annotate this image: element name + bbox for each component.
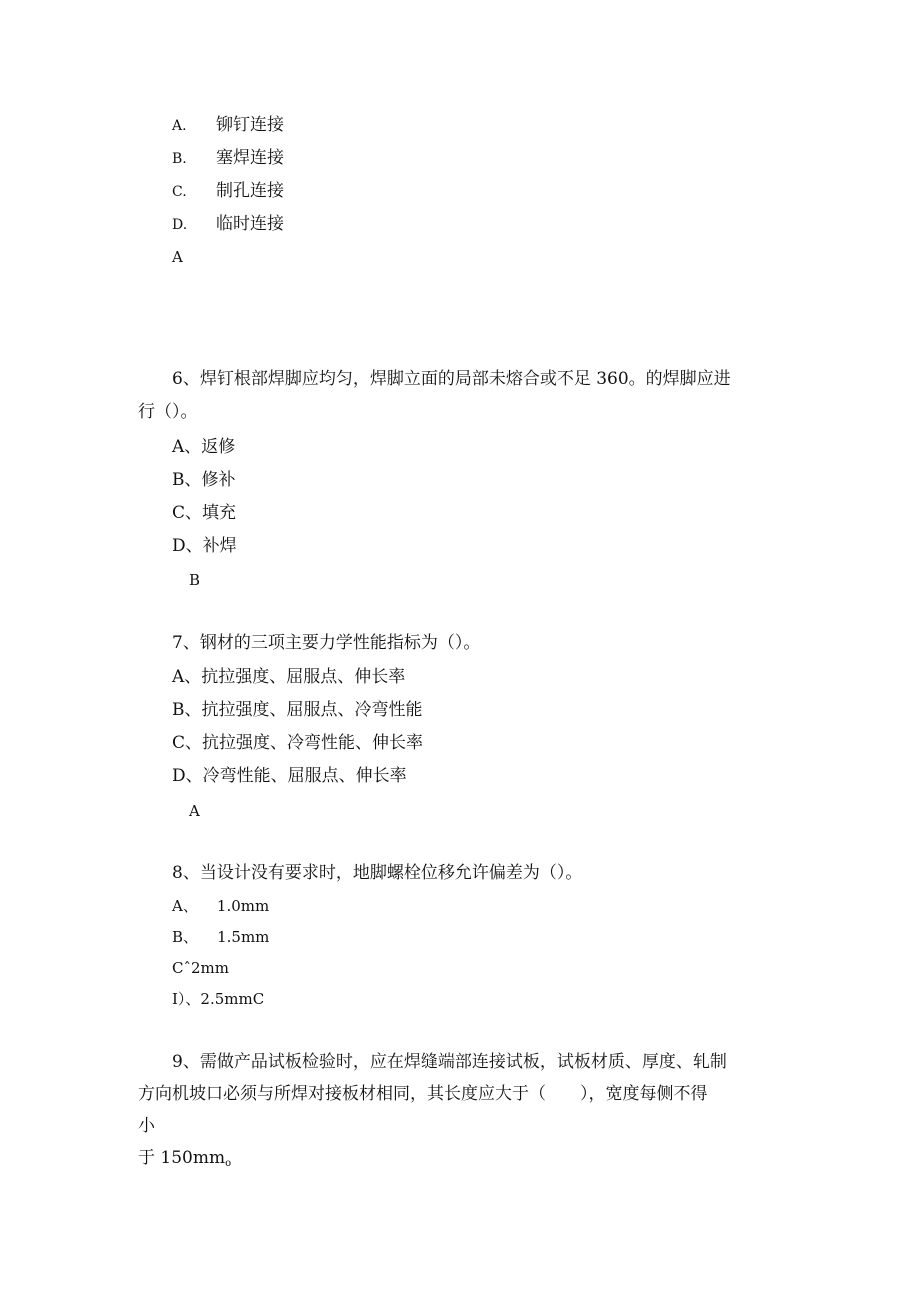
q9-stem-line2: 方向机坡口必须与所焊对接板材相同，其长度应大于（ ），宽度每侧不得 xyxy=(138,1084,708,1104)
q5-option-b xyxy=(172,147,284,170)
q6-stem-line2: 行（）。 xyxy=(138,402,198,422)
q7-option-a: A、抗拉强度、屈服点、伸长率 xyxy=(172,667,406,687)
q5-answer: A xyxy=(172,248,183,266)
q8-stem: 8、当设计没有要求时，地脚螺栓位移允许偏差为（）。 xyxy=(172,863,583,883)
q7-option-d: D、冷弯性能、屈服点、伸长率 xyxy=(172,766,407,786)
q6-option-c: C、填充 xyxy=(172,503,237,523)
q6-stem-line1: 6、焊钉根部焊脚应均匀，焊脚立面的局部未熔合或不足 360。的焊脚应进 xyxy=(172,369,731,389)
q8-option-b: B、 1.5mm xyxy=(172,928,270,946)
q8-option-d: I）、2.5mmC xyxy=(172,990,265,1008)
q5-option-d xyxy=(172,213,284,236)
option-letter: A. xyxy=(172,118,187,134)
option-text: 铆钉连接 xyxy=(216,115,284,135)
q9-stem-line3: 小 xyxy=(138,1116,155,1136)
option-text: 塞焊连接 xyxy=(216,148,284,168)
option-letter: B. xyxy=(172,151,187,167)
q5-option-c xyxy=(172,180,284,203)
q7-option-c: C、抗拉强度、冷弯性能、伸长率 xyxy=(172,733,424,753)
q6-answer: B xyxy=(189,571,201,589)
q9-stem-line4 xyxy=(138,1147,231,1175)
q6-option-b: B、修补 xyxy=(172,470,236,490)
q6-option-d: D、补焊 xyxy=(172,536,237,556)
option-text: 制孔连接 xyxy=(216,181,284,201)
q7-option-b: B、抗拉强度、屈服点、冷弯性能 xyxy=(172,700,423,720)
q9-stem-line1: 9、需做产品试板检验时，应在焊缝端部连接试板，试板材质、厚度、轧制 xyxy=(172,1052,727,1072)
q6-option-a: A、返修 xyxy=(172,437,236,457)
option-letter: D. xyxy=(172,217,188,233)
q8-option-a: A、 1.0mm xyxy=(172,897,270,915)
q8-option-c: Cˆ2mm xyxy=(172,959,229,977)
q7-stem: 7、钢材的三项主要力学性能指标为（）。 xyxy=(172,633,481,653)
q9-stem-line4-main: 于 150mm xyxy=(138,1148,226,1168)
q7-answer: A xyxy=(189,802,200,820)
q9-stem-line4-sub: o xyxy=(225,1158,232,1169)
option-letter: C. xyxy=(172,184,187,200)
option-text: 临时连接 xyxy=(216,214,284,234)
q5-option-a xyxy=(172,114,284,137)
